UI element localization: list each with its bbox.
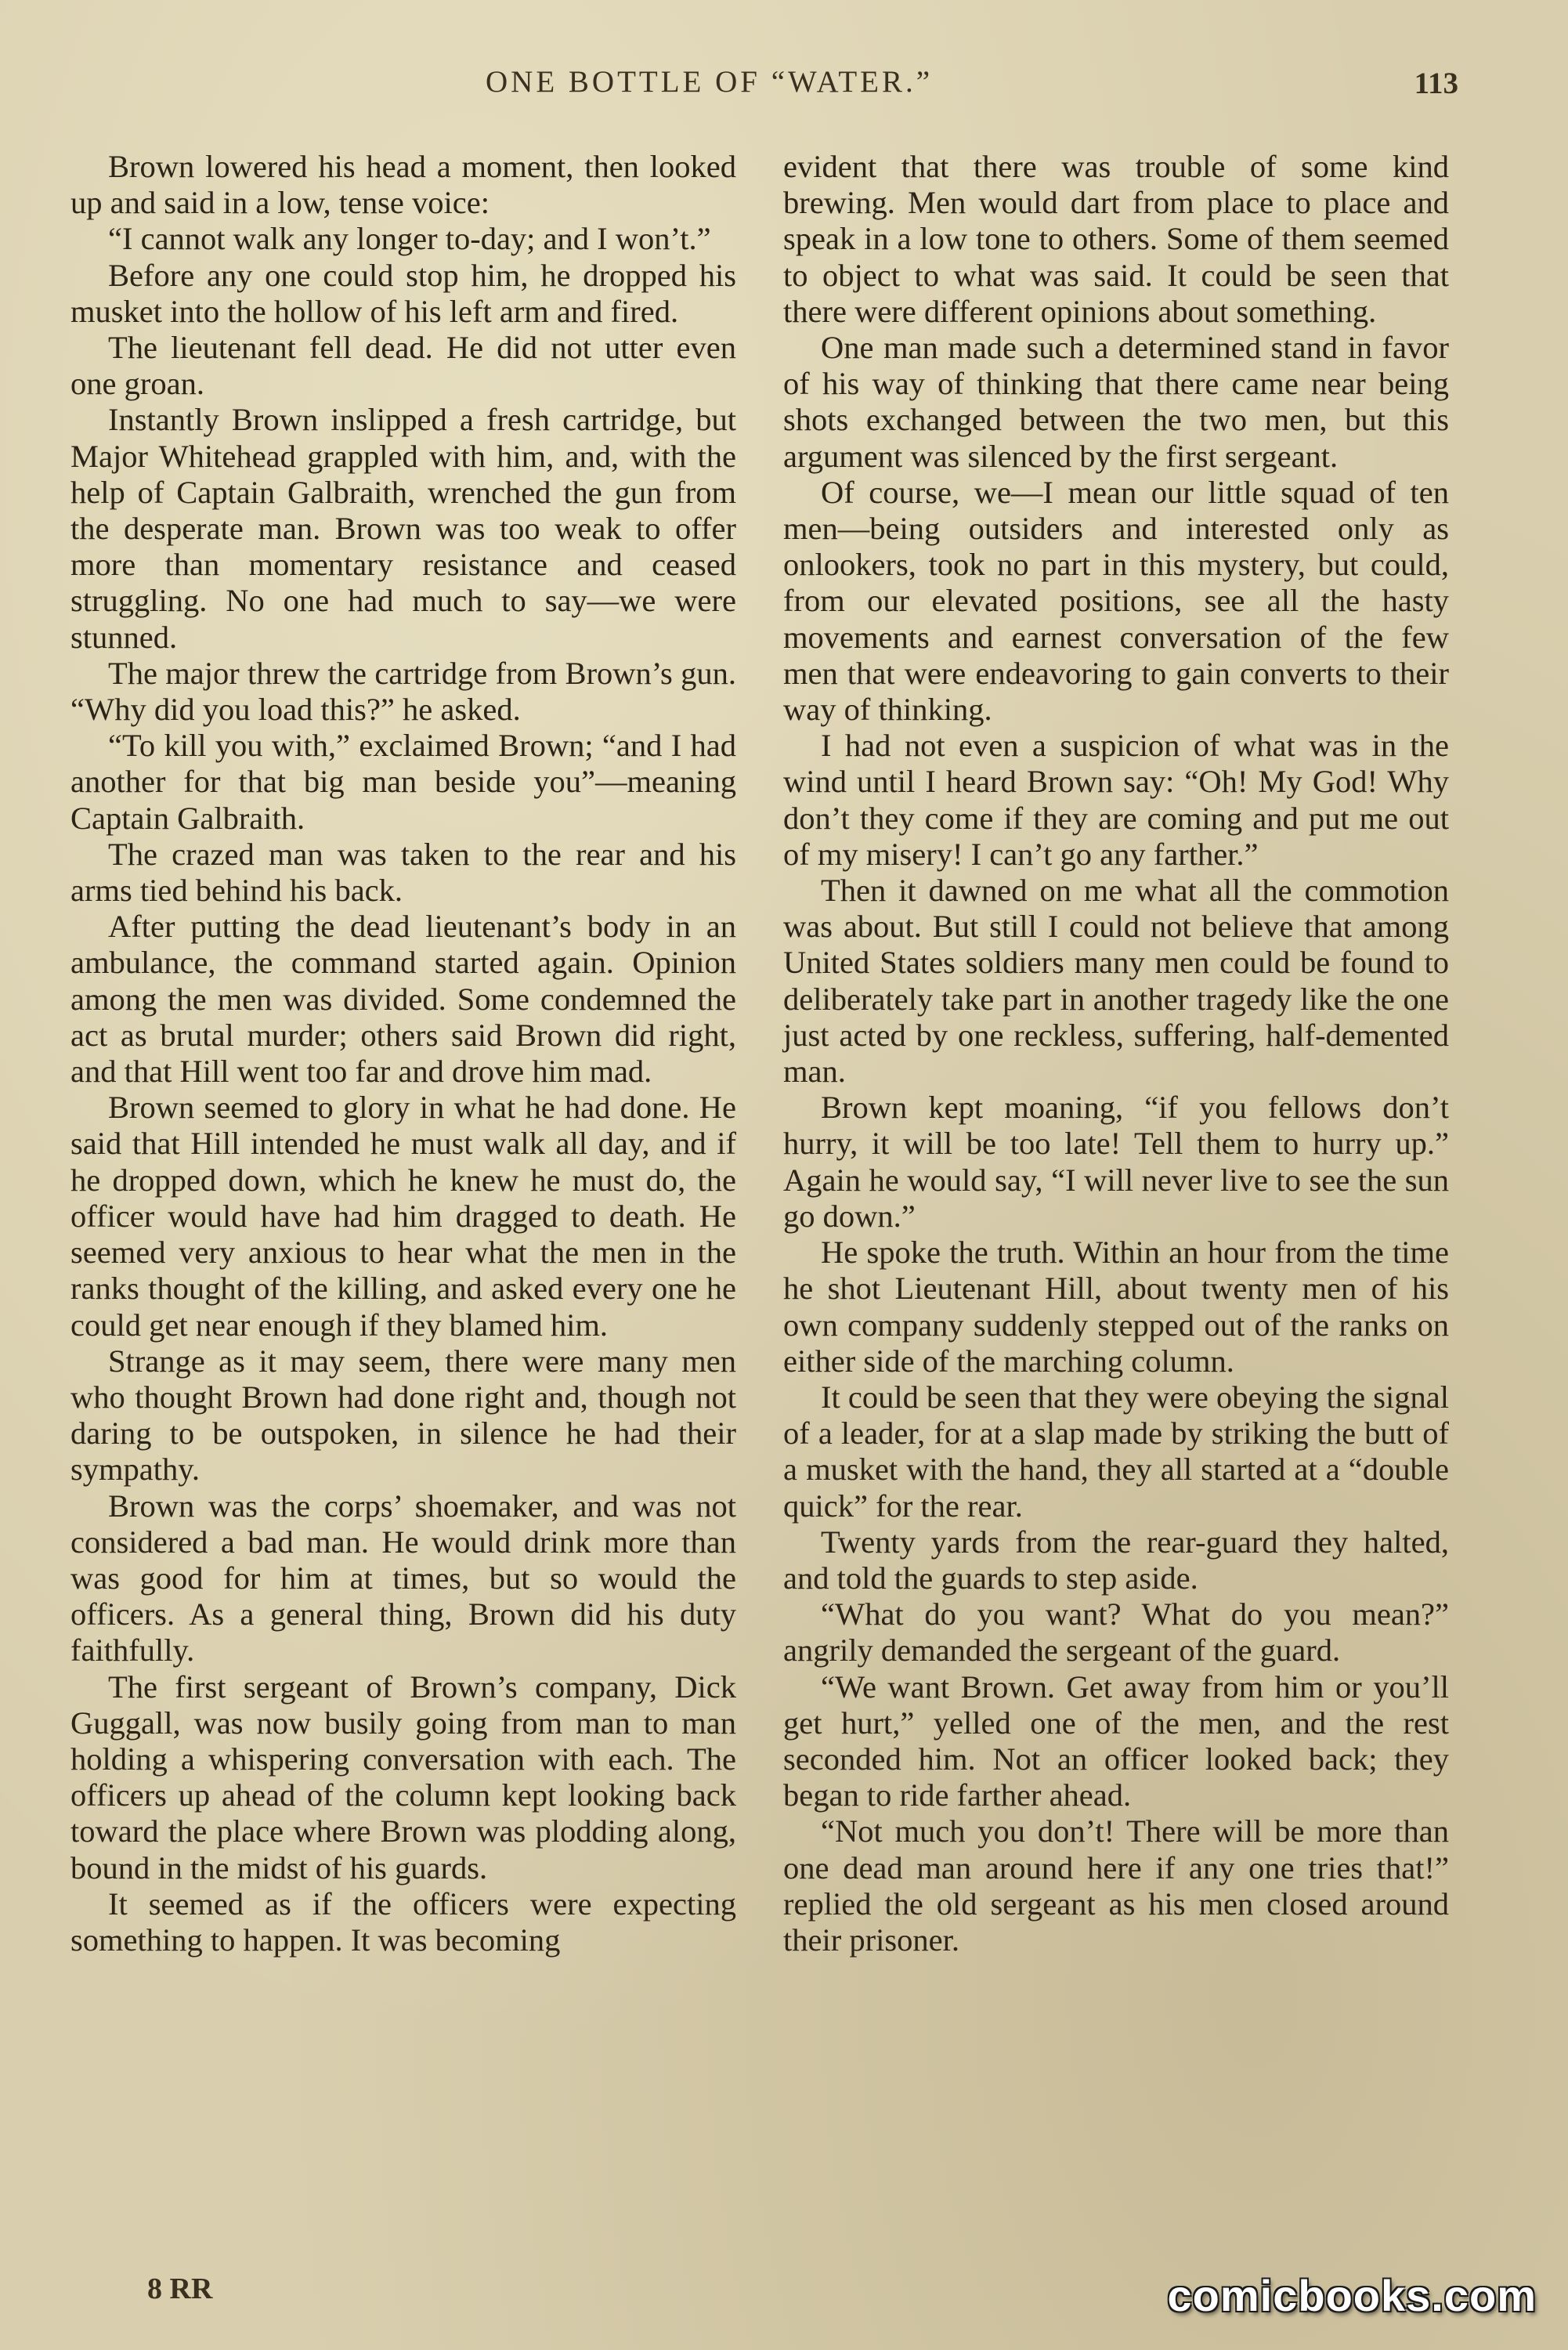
- paragraph: After putting the dead lieutenant’s body in an ambulance, the command started again. Opinion among the men was divided. Some condemned the act as brutal murder; others said Brown did right, and that Hill went too far and drove him mad.: [70, 909, 736, 1090]
- site-watermark: comicbooks.com: [1167, 2271, 1537, 2320]
- paragraph: Brown kept moaning, “if you fellows don’t hurry, it will be too late! Tell them to hurry up.” Again he would say, “I will never live to see the sun go down.”: [783, 1090, 1449, 1234]
- paragraph: He spoke the truth. Within an hour from the time he shot Lieutenant Hill, about twenty men of his own company suddenly stepped out of the ranks on either side of the marching column.: [783, 1235, 1449, 1379]
- paragraph: The first sergeant of Brown’s company, Dick Guggall, was now busily going from man to man holding a whispering conversation with each. The officers up ahead of the column kept looking back toward the place where Brown was plodding along, bound in the midst of his guards.: [70, 1668, 736, 1885]
- printer-signature-mark: 8 RR: [147, 2272, 213, 2305]
- paragraph: Before any one could stop him, he dropped his musket into the hollow of his left arm and fired.: [70, 257, 736, 329]
- left-text-column: [70, 149, 736, 1958]
- paragraph: Of course, we—I mean our little squad of ten men—being outsiders and interested only as onlookers, took no part in this mystery, but could, from our elevated positions, see all the hasty movements and earnest conversation of the few men that were endeavoring to gain converts to their way of thinking.: [783, 474, 1449, 728]
- paragraph: Then it dawned on me what all the commotion was about. But still I could not believe that among United States soldiers many men could be found to deliberately take part in another tragedy like the one just acted by one reckless, suffering, half-demented man.: [783, 873, 1449, 1090]
- paragraph: evident that there was trouble of some kind brewing. Men would dart from place to place and speak in a low tone to others. Some of them seemed to object to what was said. It could be seen that there were different opinions about something.: [783, 149, 1449, 329]
- paragraph: “I cannot walk any longer to-day; and I won’t.”: [108, 221, 711, 257]
- paragraph: Brown lowered his head a moment, then looked up and said in a low, tense voice:: [70, 149, 736, 221]
- paragraph: Twenty yards from the rear-guard they halted, and told the guards to step aside.: [783, 1524, 1449, 1596]
- paragraph: “Not much you don’t! There will be more than one dead man around here if any one tries that!” replied the old sergeant as his men closed around their prisoner.: [783, 1813, 1449, 1958]
- paragraph: “We want Brown. Get away from him or you’ll get hurt,” yelled one of the men, and the rest seconded him. Not an officer looked back; they began to ride farther ahead.: [783, 1668, 1449, 1813]
- paragraph: It seemed as if the officers were expecting something to happen. It was becoming: [70, 1885, 736, 1958]
- page-number: 113: [1414, 67, 1458, 100]
- paragraph: Instantly Brown inslipped a fresh cartridge, but Major Whitehead grappled with him, and, with the help of Captain Galbraith, wrenched the gun from the desperate man. Brown was too weak to offer more than momentary resistance and ceased struggling. No one had much to say—we were stunned.: [70, 402, 736, 655]
- paragraph: I had not even a suspicion of what was in the wind until I heard Brown say: “Oh! My God! Why don’t they come if they are coming and put me out of my misery! I can’t go any farther.”: [783, 728, 1449, 872]
- paragraph: The lieutenant fell dead. He did not utter even one groan.: [70, 330, 736, 402]
- paragraph: Brown seemed to glory in what he had done. He said that Hill intended he must walk all day, and if he dropped down, which he knew he must do, the officer would have had him dragged to death. He seemed very anxious to hear what the men in the ranks thought of the killing, and asked every one he could get near enough if they blamed him.: [70, 1090, 736, 1343]
- running-header-title: ONE BOTTLE OF “WATER.”: [486, 65, 934, 99]
- right-text-column: [783, 149, 1449, 1958]
- paragraph: Strange as it may seem, there were many men who thought Brown had done right and, though not daring to be outspoken, in silence he had their sympathy.: [70, 1343, 736, 1488]
- paragraph: Brown was the corps’ shoemaker, and was not considered a bad man. He would drink more than was good for him at times, but so would the officers. As a general thing, Brown did his duty faithfully.: [70, 1488, 736, 1668]
- paragraph: One man made such a determined stand in favor of his way of thinking that there came near being shots exchanged between the two men, but this argument was silenced by the first sergeant.: [783, 330, 1449, 474]
- paragraph: The crazed man was taken to the rear and his arms tied behind his back.: [70, 836, 736, 909]
- paragraph: The major threw the cartridge from Brown’s gun. “Why did you load this?” he asked.: [70, 655, 736, 728]
- paragraph: “To kill you with,” exclaimed Brown; “and I had another for that big man beside you”—meaning Captain Galbraith.: [70, 728, 736, 836]
- paragraph: “What do you want? What do you mean?” angrily demanded the sergeant of the guard.: [783, 1596, 1449, 1668]
- paragraph: It could be seen that they were obeying the signal of a leader, for at a slap made by striking the butt of a musket with the hand, they all started at a “double quick” for the rear.: [783, 1379, 1449, 1524]
